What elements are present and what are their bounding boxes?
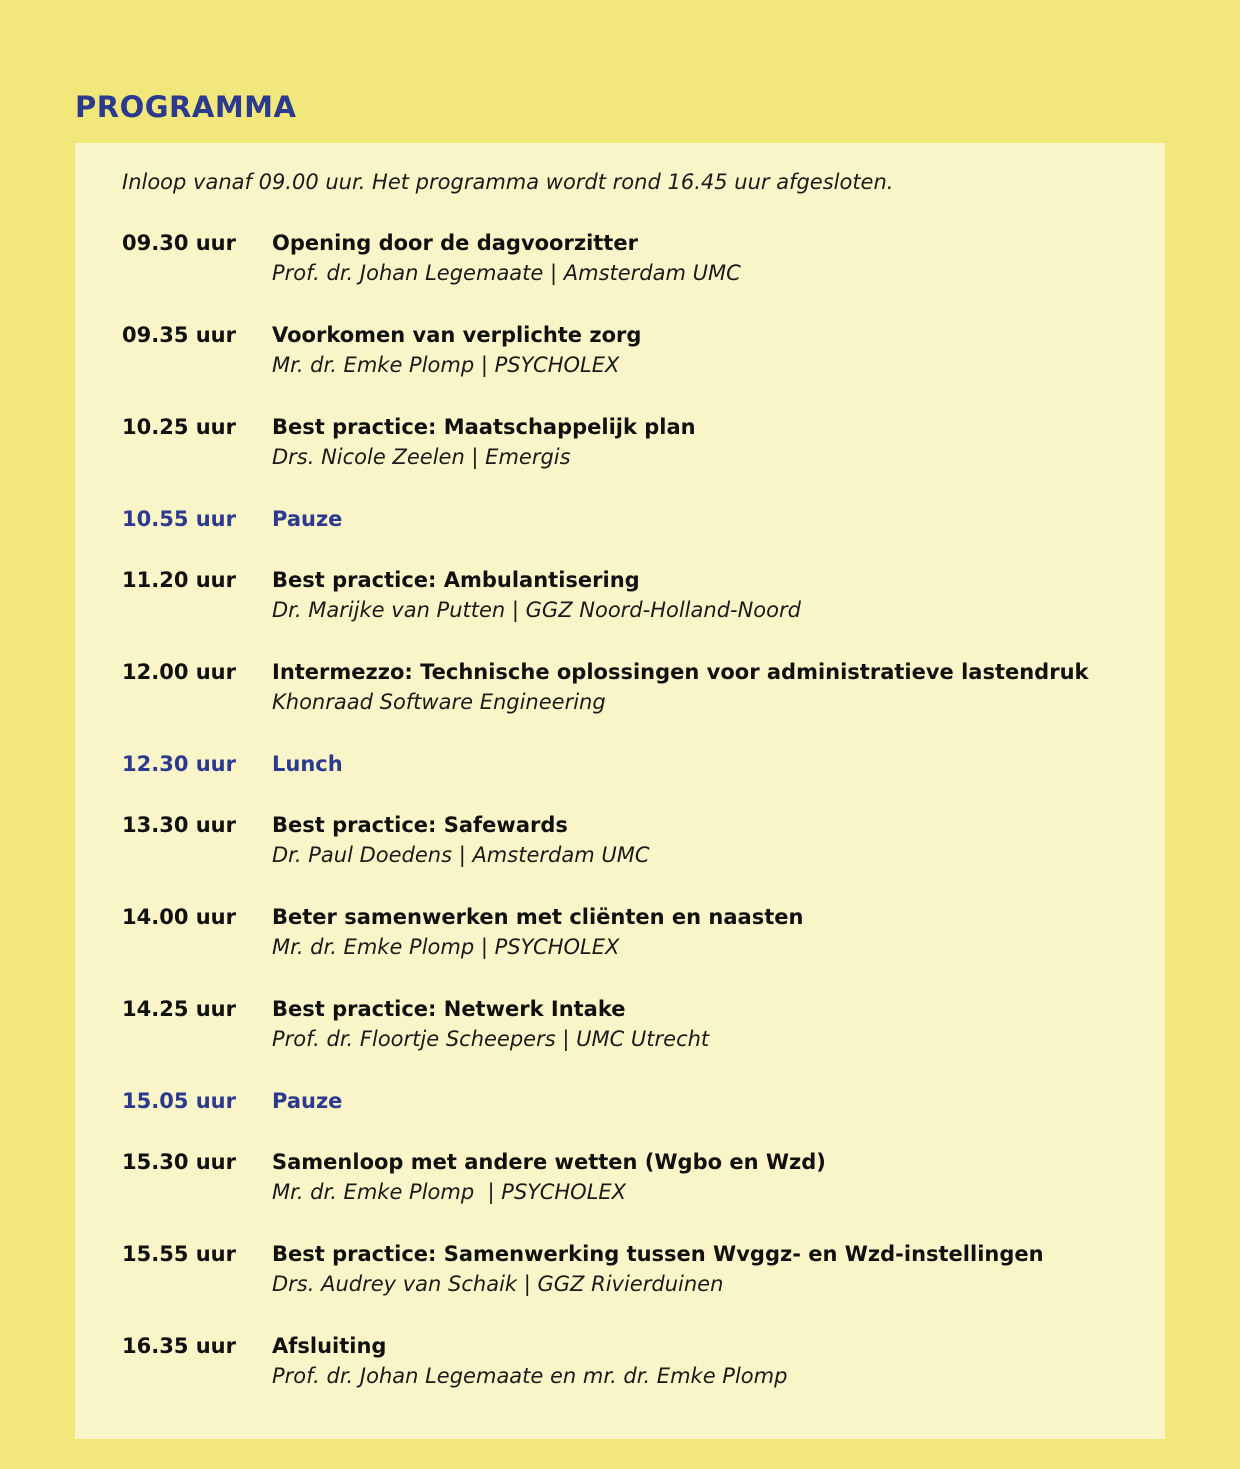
intro-text: Inloop vanaf 09.00 uur. Het programma wordt rond 16.45 uur afgesloten. bbox=[122, 170, 894, 194]
session-speaker: Prof. dr. Johan Legemaate en mr. dr. Emke Plomp bbox=[272, 1364, 788, 1388]
session-title: Best practice: Netwerk Intake bbox=[272, 997, 626, 1021]
schedule-time: 15.55 uur bbox=[122, 1242, 236, 1266]
session-title: Voorkomen van verplichte zorg bbox=[272, 323, 642, 347]
break-time: 10.55 uur bbox=[122, 507, 236, 531]
session-speaker: Mr. dr. Emke Plomp | PSYCHOLEX bbox=[272, 1180, 627, 1204]
session-title: Afsluiting bbox=[272, 1334, 387, 1358]
session-title: Intermezzo: Technische oplossingen voor administratieve lastendruk bbox=[272, 660, 1089, 684]
session-title: Best practice: Safewards bbox=[272, 813, 568, 837]
break-title: Pauze bbox=[272, 507, 343, 531]
session-speaker: Dr. Paul Doedens | Amsterdam UMC bbox=[272, 843, 650, 867]
break-time: 12.30 uur bbox=[122, 752, 236, 776]
session-speaker: Dr. Marijke van Putten | GGZ Noord-Holland-Noord bbox=[272, 598, 801, 622]
break-title: Lunch bbox=[272, 752, 343, 776]
session-speaker: Drs. Nicole Zeelen | Emergis bbox=[272, 445, 571, 469]
session-speaker: Drs. Audrey van Schaik | GGZ Rivierduinen bbox=[272, 1272, 724, 1296]
program-panel bbox=[75, 143, 1165, 1439]
session-title: Opening door de dagvoorzitter bbox=[272, 231, 638, 255]
break-title: Pauze bbox=[272, 1089, 343, 1113]
session-speaker: Prof. dr. Johan Legemaate | Amsterdam UMC bbox=[272, 261, 741, 285]
schedule-time: 14.25 uur bbox=[122, 997, 236, 1021]
schedule-time: 09.35 uur bbox=[122, 323, 236, 347]
page-title: PROGRAMMA bbox=[75, 90, 297, 124]
schedule-time: 10.25 uur bbox=[122, 415, 236, 439]
schedule-time: 16.35 uur bbox=[122, 1334, 236, 1358]
session-speaker: Mr. dr. Emke Plomp | PSYCHOLEX bbox=[272, 353, 620, 377]
session-title: Best practice: Samenwerking tussen Wvggz- en Wzd-instellingen bbox=[272, 1242, 1044, 1266]
schedule-time: 11.20 uur bbox=[122, 568, 236, 592]
session-title: Samenloop met andere wetten (Wgbo en Wzd) bbox=[272, 1150, 826, 1174]
schedule-time: 09.30 uur bbox=[122, 231, 236, 255]
session-title: Best practice: Ambulantisering bbox=[272, 568, 640, 592]
schedule-time: 13.30 uur bbox=[122, 813, 236, 837]
schedule-time: 12.00 uur bbox=[122, 660, 236, 684]
session-speaker: Mr. dr. Emke Plomp | PSYCHOLEX bbox=[272, 935, 620, 959]
session-title: Beter samenwerken met cliënten en naasten bbox=[272, 905, 804, 929]
session-speaker: Khonraad Software Engineering bbox=[272, 690, 606, 714]
schedule-time: 14.00 uur bbox=[122, 905, 236, 929]
break-time: 15.05 uur bbox=[122, 1089, 236, 1113]
session-title: Best practice: Maatschappelijk plan bbox=[272, 415, 696, 439]
schedule-time: 15.30 uur bbox=[122, 1150, 236, 1174]
session-speaker: Prof. dr. Floortje Scheepers | UMC Utrecht bbox=[272, 1027, 710, 1051]
